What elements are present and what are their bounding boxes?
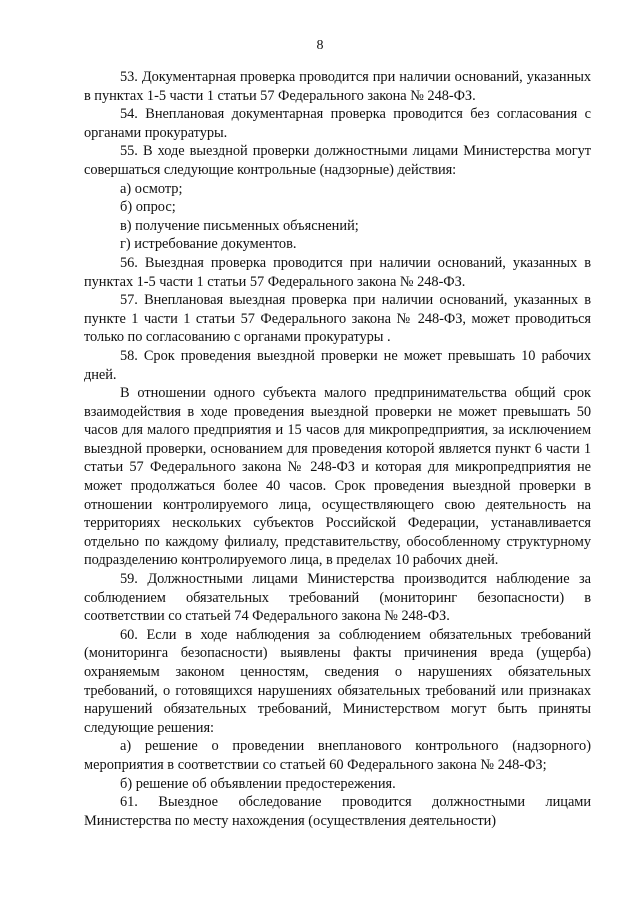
paragraph-54: 54. Внеплановая документарная проверка проводится без согласования с органами прокуратуры. [84,106,591,141]
paragraph-55: 55. В ходе выездной проверки должностными лицами Министерства могут совершаться следующие контрольные (надзорные) действия: [84,143,591,178]
paragraph-57: 57. Внеплановая выездная проверка при наличии оснований, указанных в пункте 1 части 1 статьи 57 Федерального закона № 248-ФЗ, может проводиться только по согласованию с органами прокуратуры . [84,292,591,346]
list-item-60-b: б) решение об объявлении предостережения. [120,775,396,792]
paragraph-56: 56. Выездная проверка проводится при наличии оснований, указанных в пунктах 1-5 части 1 статьи 57 Федерального закона № 248-ФЗ. [84,254,591,290]
document-body [84,68,591,830]
paragraph-61: 61. Выездное обследование проводится должностными лицами Министерства по месту нахождения (осуществления деятельности) [84,794,591,829]
paragraph-59: 59. Должностными лицами Министерства производится наблюдение за соблюдением обязательных требований (мониторинг безопасности) в соответствии со статьей 74 Федерального закона № 248-ФЗ. [84,571,591,625]
paragraph-53: 53. Документарная проверка проводится при наличии оснований, указанных в пунктах 1-5 части 1 статьи 57 Федерального закона № 248-ФЗ. [84,69,591,104]
paragraph-60: 60. Если в ходе наблюдения за соблюдением обязательных требований (мониторинга безопасности) выявлены факты причинения вреда (ущерба) охраняемым законом ценностям, сведения о нарушениях обязательных требований, о готовящихся нарушениях обязательных требований или признаках нарушений обязательных требований, Министерством могут быть приняты следующие решения: [84,626,591,736]
paragraph-58-continued: В отношении одного субъекта малого предпринимательства общий срок взаимодействия в ходе проведения выездной проверки не может превышать 50 часов для малого предприятия и 15 часов для микропредприятия, за исключением выездной проверки, основанием для проведения которой является пункт 6 части 1 статьи 57 Федерального закона № 248-ФЗ и которая для микропредприятия не может продолжаться более 40 часов. Срок проведения выездной проверки в отношении контролируемого лица, осуществляющего свою деятельность на территориях нескольких субъектов Российской Федерации, устанавливается отдельно по каждому филиалу, представительству, обособленному структурному подразделению контролируемого лица, в пределах 10 рабочих дней. [84,385,591,569]
list-item-v: в) получение письменных объяснений; [120,217,359,234]
list-item-60-a: а) решение о проведении внепланового контрольного (надзорного) мероприятия в соответствии со статьей 60 Федерального закона № 248-ФЗ; [84,738,591,773]
list-item-g: г) истребование документов. [120,236,297,253]
paragraph-58: 58. Срок проведения выездной проверки не может превышать 10 рабочих дней. [84,347,591,383]
list-item-a: а) осмотр; [120,180,183,197]
page-number: 8 [316,38,324,53]
list-item-b: б) опрос; [120,199,176,216]
